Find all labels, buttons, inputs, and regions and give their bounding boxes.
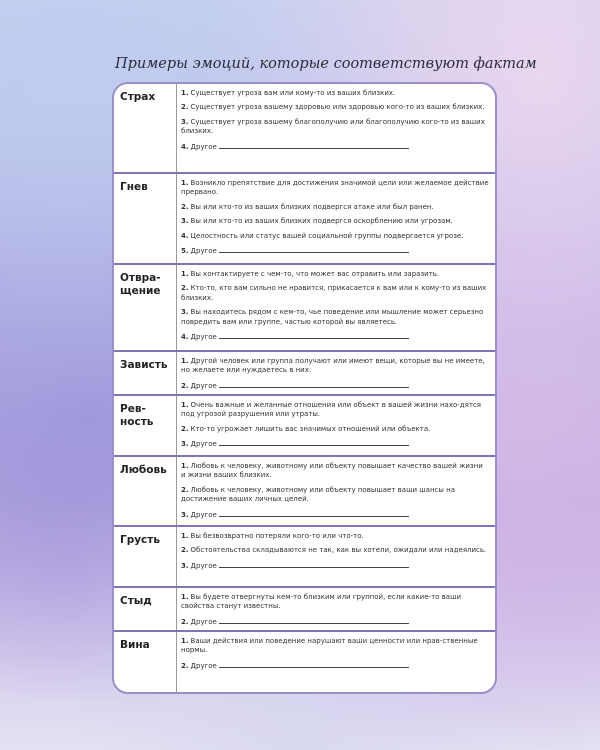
item-text: Обстоятельства складываются не так, как вы хотели, ожидали или надеялись.: [190, 546, 487, 555]
row-items: [176, 352, 495, 394]
item-number: 1.: [181, 637, 189, 645]
item-number: 2.: [181, 103, 189, 112]
item-text: Вы будете отвергнуты кем-то близким или группой, если какие-то ваши свойства станут известны.: [181, 593, 462, 611]
row-items: [176, 527, 495, 586]
row-label: Зависть: [120, 359, 168, 371]
list-item: [181, 661, 489, 671]
list-item: [181, 179, 489, 198]
list-item: [181, 637, 489, 656]
row-items: [176, 265, 495, 350]
item-text: Другое: [190, 561, 217, 570]
item-text: Другое: [190, 333, 217, 342]
item-text: Вы или кто-то из ваших близких подвергся атаке или был ранен.: [190, 202, 434, 211]
item-text: Ваши действия или поведение нарушают ваши ценности или нрав-ственные нормы.: [181, 637, 478, 655]
item-number: 1.: [181, 593, 189, 601]
item-text: Другое: [190, 661, 217, 670]
item-number: 1.: [181, 270, 189, 278]
item-number: 2.: [181, 381, 189, 390]
item-number: 3.: [181, 561, 189, 570]
item-number: 1.: [181, 401, 189, 409]
list-item: [181, 546, 489, 555]
item-text: Существует угроза вам или кому-то из ваших близких.: [190, 89, 396, 97]
item-text: Другое: [190, 381, 217, 390]
row-items: [176, 588, 495, 630]
item-text: Другое: [190, 510, 217, 519]
item-text: Вы контактируете с чем-то, что может вас отравить или заразить.: [190, 270, 440, 278]
item-number: 1.: [181, 357, 189, 365]
blank-line[interactable]: [219, 617, 409, 624]
item-number: 1.: [181, 179, 189, 187]
blank-line[interactable]: [219, 142, 409, 149]
item-text: Очень важные и желанные отношения или объект в вашей жизни нахо-дятся под угрозой разрушения или утраты.: [181, 401, 481, 419]
list-item: [181, 332, 489, 342]
item-text: Другой человек или группа получают или имеют вещи, которые вы не имеете, но желаете или нуждаетесь в них.: [181, 357, 485, 375]
row-label: Рев- ность: [120, 403, 154, 429]
row-label: Гнев: [120, 181, 148, 193]
item-number: 2.: [181, 202, 189, 211]
item-text: Вы безвозвратно потеряли кого-то или что-то.: [190, 532, 364, 540]
item-text: Вы или кто-то из ваших близких подвергся оскорблению или угрозам.: [190, 217, 453, 226]
item-number: 2.: [181, 424, 189, 433]
list-item: [181, 381, 489, 391]
list-item: [181, 462, 489, 481]
list-item: [181, 142, 489, 152]
item-text: Существует угроза вашему здоровью или здоровью кого-то из ваших близких.: [190, 103, 485, 112]
list-item: [181, 284, 489, 303]
blank-line[interactable]: [219, 246, 409, 253]
row-jealousy: [114, 396, 495, 457]
list-item: [181, 617, 489, 627]
list-item: [181, 532, 489, 541]
row-anger: [114, 174, 495, 265]
item-text: Целостность или статус вашей социальной группы подвергается угрозе.: [190, 231, 464, 240]
row-label: Любовь: [120, 464, 167, 476]
item-text: Любовь к человеку, животному или объекту повышает качество вашей жизни и жизни ваших близких.: [181, 462, 483, 480]
item-number: 2.: [181, 617, 189, 626]
item-number: 2.: [181, 661, 189, 670]
list-item: [181, 425, 489, 434]
item-text: Кто-то угрожает лишить вас значимых отношений или объекта.: [190, 424, 431, 433]
list-item: [181, 203, 489, 212]
list-item: [181, 232, 489, 241]
list-item: [181, 246, 489, 256]
list-item: [181, 118, 489, 137]
item-number: 1.: [181, 532, 189, 540]
list-item: [181, 510, 489, 520]
item-number: 2.: [181, 485, 189, 494]
item-number: 3.: [181, 440, 189, 449]
item-text: Любовь к человеку, животному или объекту повышает ваши шансы на достижение ваших личных целей.: [181, 485, 455, 504]
blank-line[interactable]: [219, 510, 409, 517]
list-item: [181, 89, 489, 98]
item-text: Кто-то, кто вам сильно не нравится, прикасается к вам или к кому-то из ваших близких.: [181, 284, 487, 302]
list-item: [181, 439, 489, 449]
item-text: Другое: [190, 142, 217, 151]
row-items: [176, 84, 495, 172]
emotions-table: [112, 82, 497, 694]
blank-line[interactable]: [219, 561, 409, 568]
row-envy: [114, 352, 495, 396]
row-label: Грусть: [120, 534, 161, 546]
list-item: [181, 103, 489, 112]
blank-line[interactable]: [219, 439, 409, 446]
item-text: Существует угроза вашему благополучию или благополучию кого-то из ваших близких.: [181, 117, 485, 136]
row-fear: [114, 84, 495, 174]
row-disgust: [114, 265, 495, 352]
list-item: [181, 593, 489, 612]
item-number: 4.: [181, 333, 189, 342]
page-title: Примеры эмоций, которые соответствуют фактам: [115, 56, 537, 72]
row-items: [176, 632, 495, 692]
item-text: Возникло препятствие для достижения значимой цели или желаемое действие прервано.: [181, 179, 489, 197]
list-item: [181, 561, 489, 571]
blank-line[interactable]: [219, 332, 409, 339]
row-items: [176, 457, 495, 525]
row-label: Вина: [120, 639, 150, 651]
item-number: 4.: [181, 231, 189, 240]
row-shame: [114, 588, 495, 632]
row-items: [176, 396, 495, 455]
item-number: 3.: [181, 510, 189, 519]
blank-line[interactable]: [219, 661, 409, 668]
item-number: 3.: [181, 308, 189, 317]
blank-line[interactable]: [219, 381, 409, 388]
row-label: Стыд: [120, 595, 152, 607]
item-text: Другое: [190, 617, 217, 626]
item-number: 3.: [181, 217, 189, 226]
item-text: Другое: [190, 440, 217, 449]
item-number: 4.: [181, 142, 189, 151]
item-number: 1.: [181, 462, 189, 470]
row-sadness: [114, 527, 495, 588]
list-item: [181, 401, 489, 420]
item-number: 5.: [181, 247, 189, 256]
list-item: [181, 308, 489, 327]
row-guilt: [114, 632, 495, 692]
row-label: Отвра- щение: [120, 272, 161, 298]
list-item: [181, 217, 489, 226]
item-number: 2.: [181, 284, 189, 293]
row-love: [114, 457, 495, 527]
row-items: [176, 174, 495, 263]
row-label: Страх: [120, 91, 156, 103]
list-item: [181, 357, 489, 376]
item-number: 3.: [181, 117, 189, 126]
list-item: [181, 486, 489, 505]
list-item: [181, 270, 489, 279]
item-text: Вы находитесь рядом с кем-то, чье поведение или мышление может серьезно повредить вам или группе, частью которой вы являетесь.: [181, 308, 484, 326]
item-number: 2.: [181, 546, 189, 555]
item-text: Другое: [190, 247, 217, 256]
item-number: 1.: [181, 89, 189, 97]
